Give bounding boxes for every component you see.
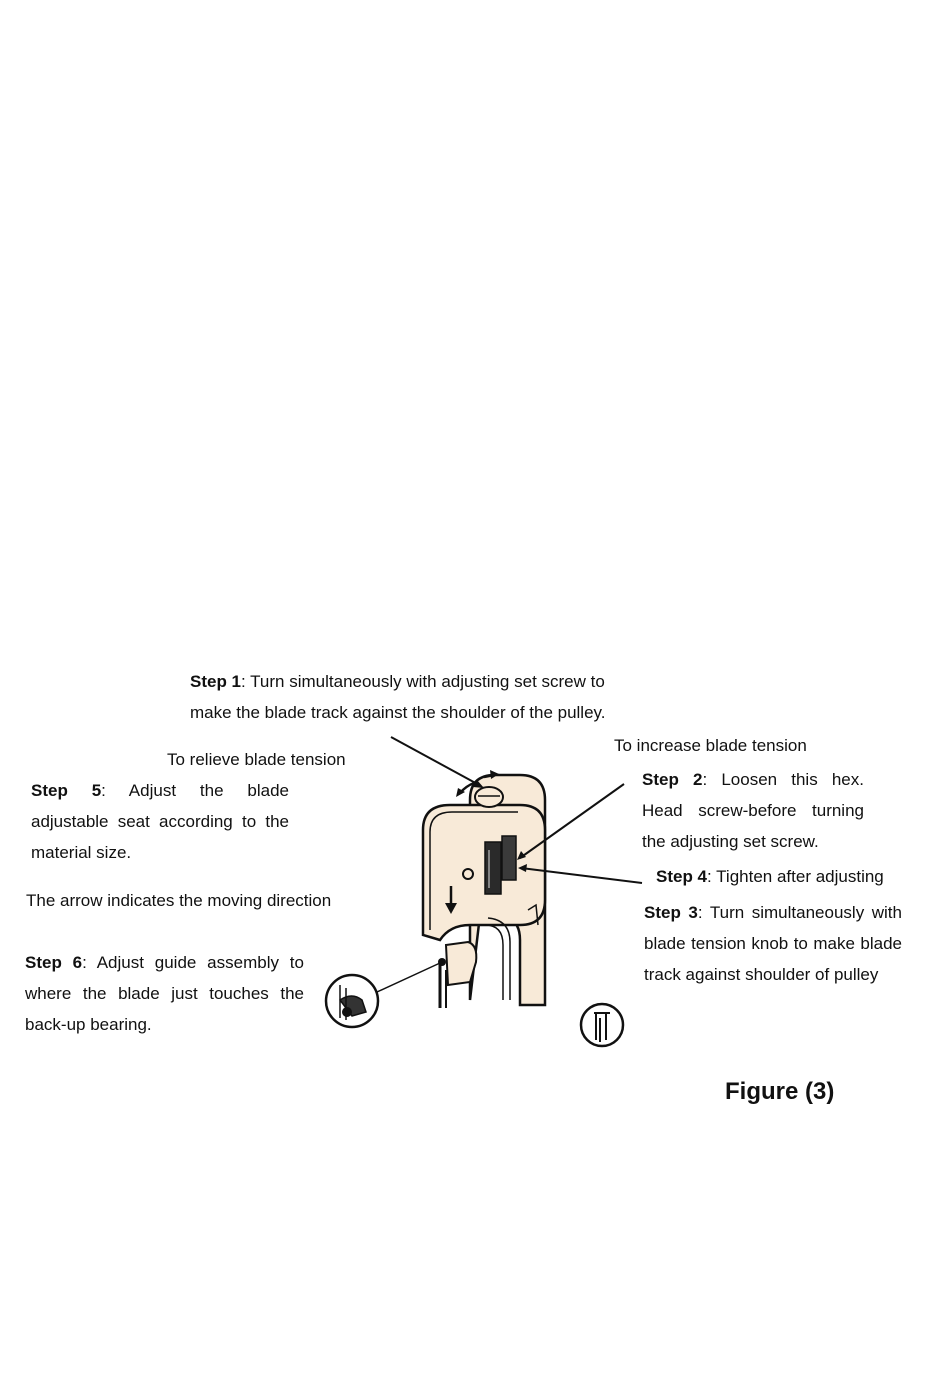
step4-text — [656, 861, 884, 892]
tracking-screw — [502, 836, 516, 880]
step3-label: Step 3 — [644, 903, 698, 922]
tracking-bracket — [485, 842, 501, 894]
step5-body: : Adjust the blade adjustable seat according to the material size. — [31, 781, 289, 862]
tension-knob — [475, 787, 503, 807]
step6-body: : Adjust guide assembly to where the blade just touches the back-up bearing. — [25, 953, 304, 1034]
step1-label: Step 1 — [190, 672, 242, 691]
step4-label: Step 4 — [656, 867, 708, 886]
step4-body: : Tighten after adjusting — [707, 867, 884, 886]
throat-line — [485, 925, 503, 1000]
relieve-label: To relieve blade tension — [167, 750, 346, 769]
step6-text — [25, 947, 304, 1040]
blade-detail-circle — [581, 1004, 623, 1046]
step3-text — [644, 897, 902, 990]
step2-label: Step 2 — [642, 770, 703, 789]
step6-leader — [377, 963, 440, 992]
step3-body: : Turn simultaneously with blade tension knob to make blade track against shoulder of pulley — [644, 903, 902, 984]
step1-text — [190, 666, 630, 728]
step1-leader — [391, 737, 481, 786]
increase-label: To increase blade tension — [614, 736, 807, 755]
step2-text — [642, 764, 864, 857]
step6-label: Step 6 — [25, 953, 83, 972]
step2-body: : Loosen this hex. Head screw-before turning the adjusting set screw. — [642, 770, 864, 851]
guide-assembly — [446, 942, 476, 985]
step1-body: : Turn simultaneously with adjusting set screw to make the blade track against the shoulder of the pulley. — [190, 672, 606, 722]
step5-label: Step 5 — [31, 781, 102, 800]
step5-text — [31, 775, 289, 868]
arrow-note: The arrow indicates the moving direction — [26, 891, 332, 910]
guide-detail-bearing — [342, 1007, 352, 1017]
figure-title: Figure (3) — [725, 1078, 835, 1105]
guide-bearing — [438, 958, 446, 966]
saw-upper-housing — [423, 805, 545, 940]
